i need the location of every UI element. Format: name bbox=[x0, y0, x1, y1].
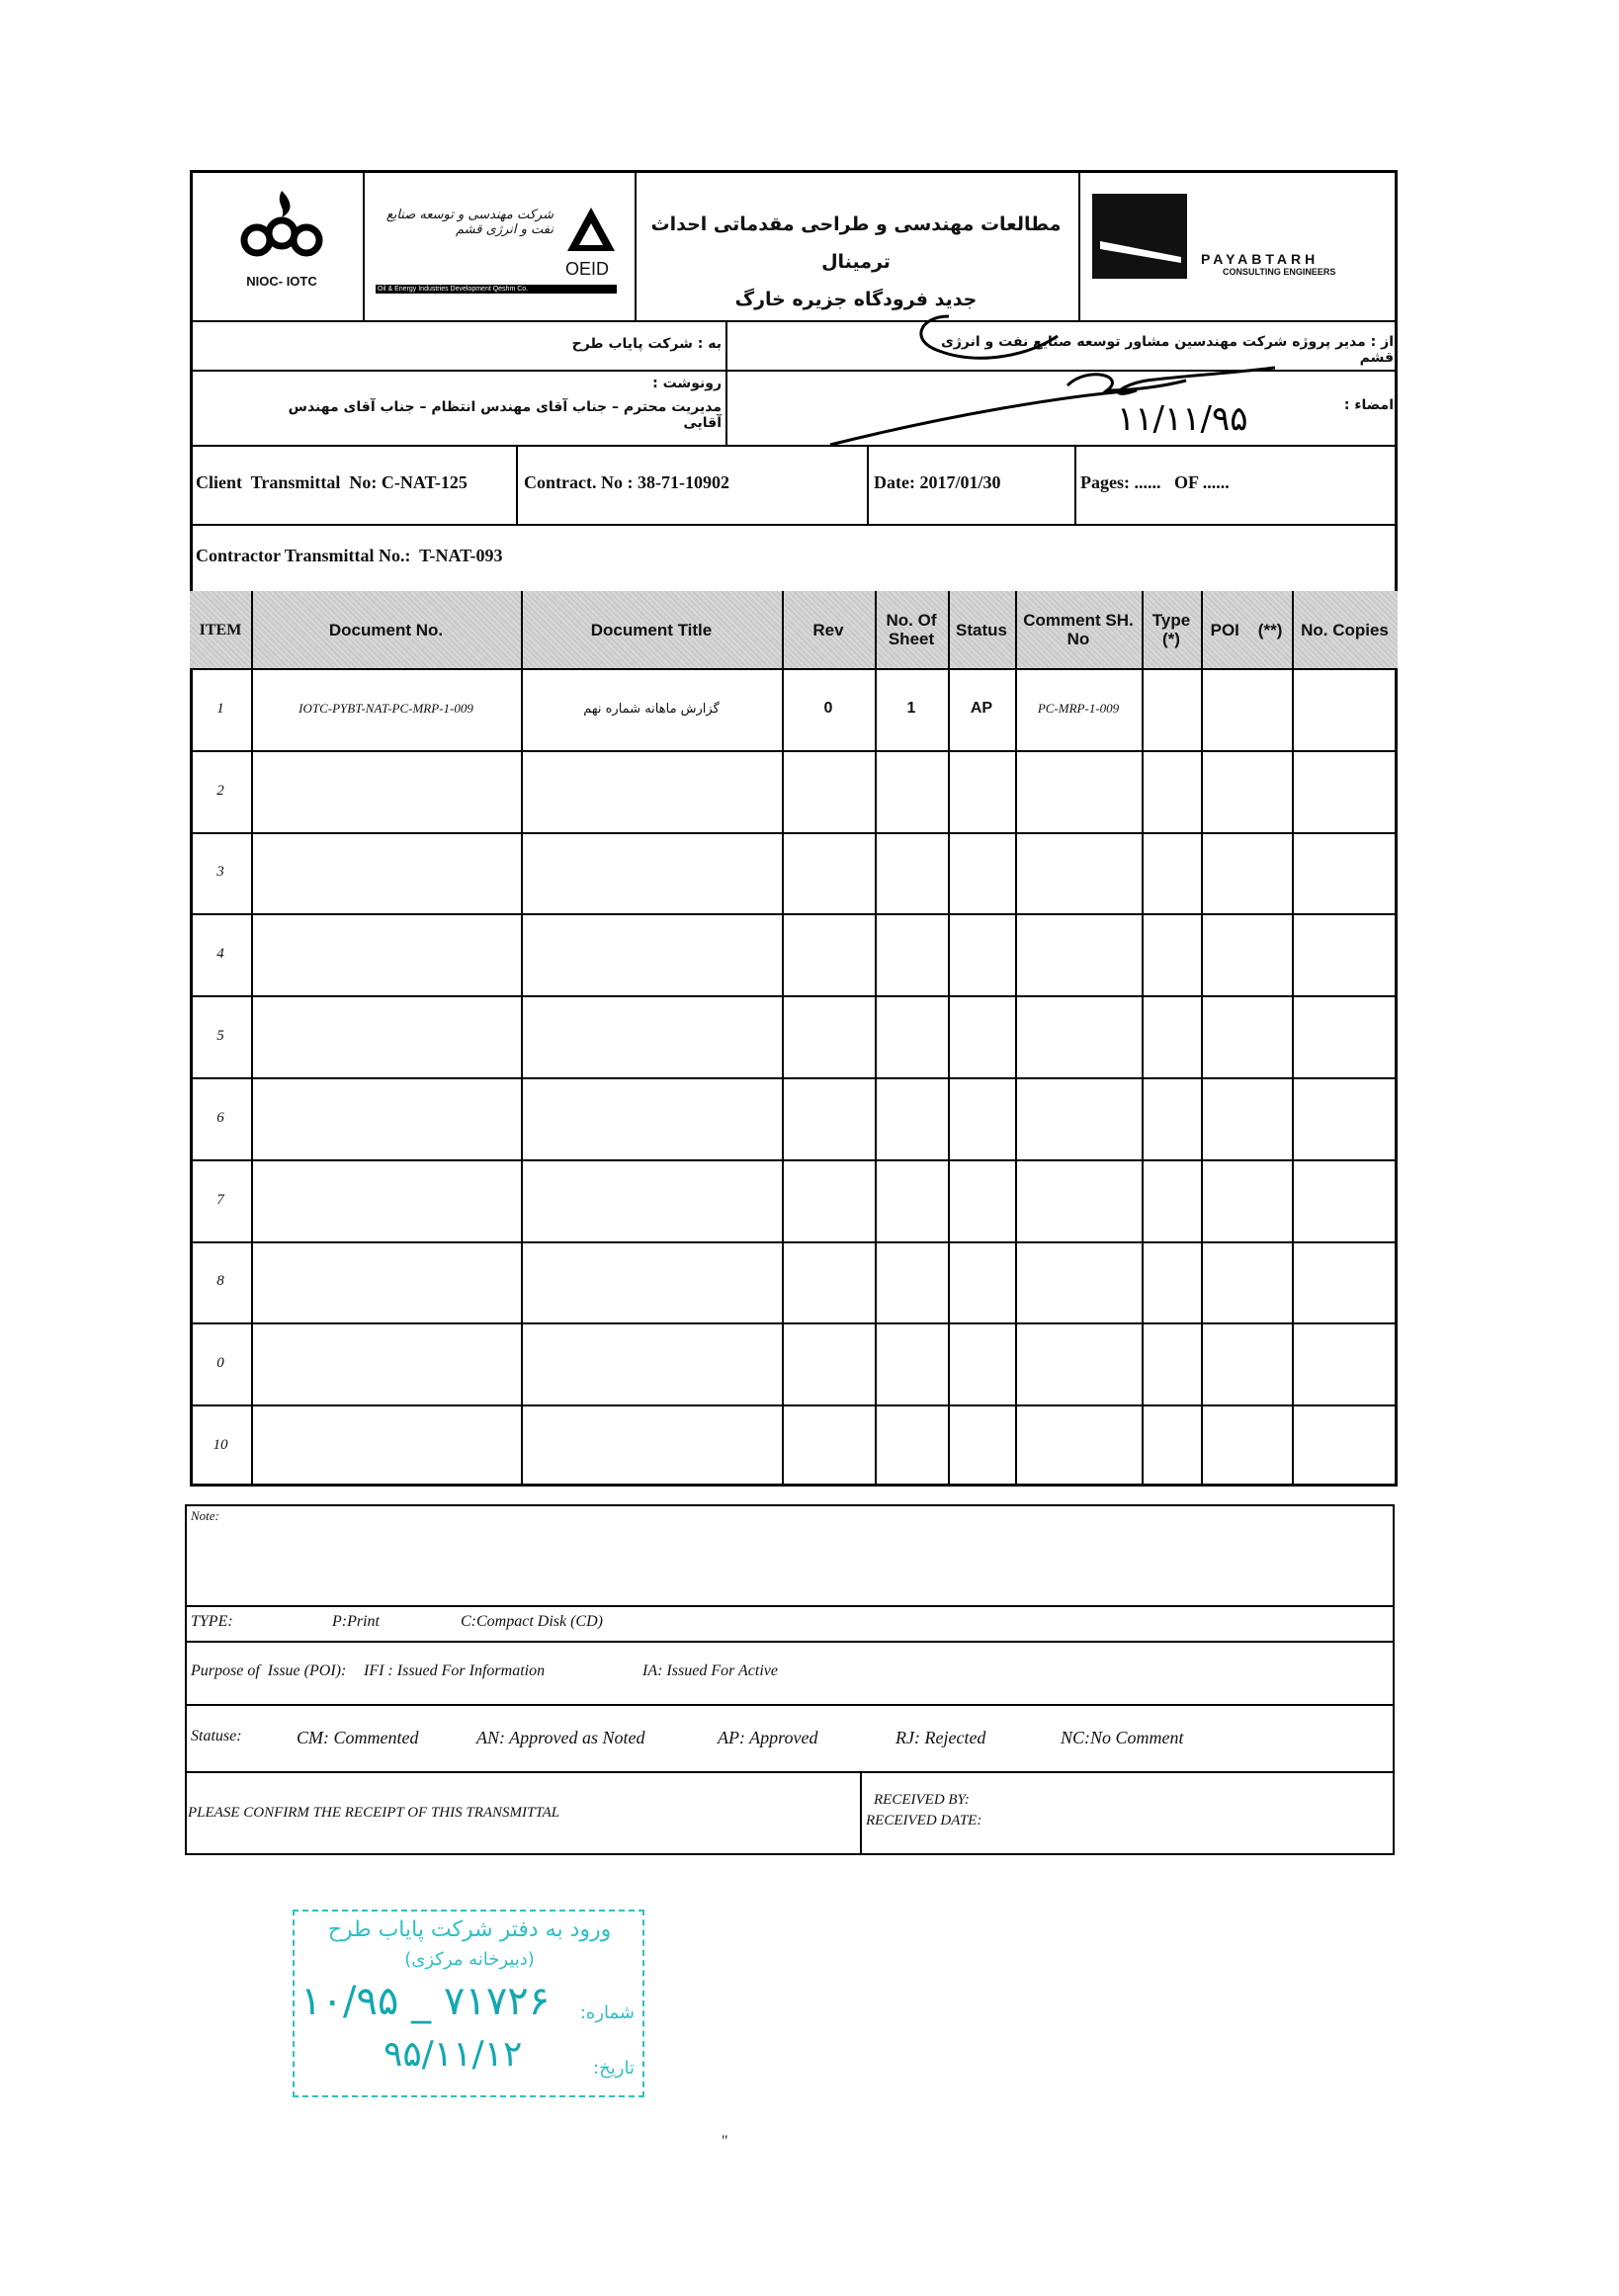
project-title-line1: مطالعات مهندسی و طراحی مقدماتی احداث ترمینال bbox=[650, 213, 1062, 273]
cell-poi bbox=[1201, 1322, 1292, 1404]
cell-rev bbox=[782, 1322, 875, 1404]
nioc-logo bbox=[227, 186, 336, 304]
cell-document-title bbox=[521, 1322, 782, 1404]
nioc-label: NIOC- IOTC bbox=[246, 274, 317, 289]
oeid-tagline: Oil & Energy Industries Development Qeshm Co. bbox=[376, 285, 617, 294]
cell-poi bbox=[1201, 1241, 1292, 1323]
cell-type bbox=[1142, 750, 1201, 832]
table-row bbox=[190, 995, 1398, 1077]
cell-document-title bbox=[521, 1241, 782, 1323]
contractor-transmittal-no: Contractor Transmittal No.: T-NAT-093 bbox=[196, 546, 503, 565]
cell-rev bbox=[782, 750, 875, 832]
poi-label: Purpose of Issue (POI): bbox=[191, 1662, 347, 1679]
received-by: RECEIVED BY: bbox=[874, 1792, 970, 1808]
stamp-number-value: ۱۰/۹۵ _ ۷۱۷۲۶ bbox=[300, 1979, 551, 2024]
cell-status bbox=[948, 913, 1015, 995]
stamp-date-value: ۹۵/۱۱/۱۲ bbox=[383, 2034, 523, 2075]
footer-line bbox=[185, 1605, 1395, 1607]
status-an: AN: Approved as Noted bbox=[476, 1728, 645, 1747]
cell-type bbox=[1142, 1077, 1201, 1159]
type-cd: C:Compact Disk (CD) bbox=[461, 1613, 603, 1630]
col-header-poi: POI (**) bbox=[1210, 620, 1283, 639]
table-row bbox=[190, 913, 1398, 995]
cell-status: AP bbox=[970, 700, 993, 718]
type-label: TYPE: bbox=[191, 1613, 233, 1630]
nioc-emblem-icon bbox=[227, 186, 336, 265]
oeid-persian-name: شرکت مهندسی و توسعه صنایع نفت و انرژی قشم bbox=[385, 208, 554, 237]
status-ap: AP: Approved bbox=[718, 1728, 818, 1747]
cell-rev bbox=[782, 1159, 875, 1241]
footer-line bbox=[185, 1771, 1395, 1773]
cell-document-no: IOTC-PYBT-NAT-PC-MRP-1-009 bbox=[298, 701, 473, 717]
received-date: RECEIVED DATE: bbox=[866, 1813, 982, 1828]
oeid-label: OEID bbox=[565, 259, 610, 279]
header-divider bbox=[363, 170, 365, 320]
client-transmittal-no: Client Transmittal No: C-NAT-125 bbox=[196, 472, 468, 492]
note-label: Note: bbox=[191, 1508, 219, 1523]
stamp-line1: ورود به دفتر شرکت پایاب طرح bbox=[327, 1917, 612, 1942]
cell-status bbox=[948, 1404, 1015, 1487]
status-cm: CM: Commented bbox=[297, 1728, 419, 1747]
page-mark: " bbox=[722, 2133, 728, 2150]
cell-poi bbox=[1201, 1077, 1292, 1159]
cell-comment bbox=[1015, 1159, 1142, 1241]
cell-item: 0 bbox=[216, 1355, 224, 1372]
cell-type bbox=[1142, 913, 1201, 995]
transmittal-date: Date: 2017/01/30 bbox=[874, 472, 1001, 492]
handwritten-signature bbox=[810, 297, 1305, 455]
cell-sheets bbox=[875, 832, 948, 914]
type-print: P:Print bbox=[332, 1613, 380, 1630]
oeid-logo bbox=[376, 194, 628, 302]
cell-status bbox=[948, 750, 1015, 832]
signature-label: امضاء : bbox=[1343, 397, 1394, 413]
stamp-date-label: تاریخ: bbox=[593, 2058, 635, 2079]
col-header-no-of-sheet: No. Of Sheet bbox=[886, 611, 937, 648]
cell-status bbox=[948, 1159, 1015, 1241]
cell-document-no bbox=[251, 995, 521, 1077]
col-header-comment-sh-no: Comment SH. No bbox=[1023, 611, 1134, 648]
footer-line bbox=[185, 1704, 1395, 1706]
info-divider bbox=[1074, 445, 1076, 524]
cell-comment bbox=[1015, 995, 1142, 1077]
cell-sheets bbox=[875, 1159, 948, 1241]
cell-document-no bbox=[251, 832, 521, 914]
table-row bbox=[190, 668, 1398, 750]
table-row bbox=[190, 1159, 1398, 1241]
table-row bbox=[190, 1322, 1398, 1404]
status-rj: RJ: Rejected bbox=[895, 1728, 986, 1747]
cell-poi bbox=[1201, 668, 1292, 750]
table-row bbox=[190, 1404, 1398, 1487]
table-row bbox=[190, 832, 1398, 914]
cell-poi bbox=[1201, 913, 1292, 995]
receipt-stamp bbox=[293, 1910, 644, 2097]
cell-comment bbox=[1015, 1241, 1142, 1323]
cell-item: 10 bbox=[213, 1437, 228, 1454]
col-header-rev: Rev bbox=[812, 620, 844, 639]
cell-item: 7 bbox=[216, 1191, 224, 1208]
info-line bbox=[190, 524, 1398, 526]
poi-ia: IA: Issued For Active bbox=[642, 1662, 778, 1679]
status-label: Statuse: bbox=[191, 1728, 242, 1744]
project-title-line2: جدید فرودگاه جزیره خارگ bbox=[734, 289, 978, 310]
cell-copies bbox=[1292, 1241, 1398, 1323]
cell-document-no bbox=[251, 1159, 521, 1241]
payabtarh-name: PAYABTARH bbox=[1201, 251, 1320, 267]
cell-sheets: 1 bbox=[906, 700, 916, 718]
cell-copies bbox=[1292, 995, 1398, 1077]
header-divider bbox=[635, 170, 637, 320]
cell-sheets bbox=[875, 1077, 948, 1159]
cell-poi bbox=[1201, 750, 1292, 832]
col-header-document-no: Document No. bbox=[328, 620, 444, 639]
cell-document-no bbox=[251, 1077, 521, 1159]
col-header-type: Type (*) bbox=[1151, 611, 1191, 648]
cell-type bbox=[1142, 1404, 1201, 1487]
payabtarh-logo bbox=[1092, 194, 1389, 302]
cc-label: رونوشت : bbox=[652, 376, 722, 391]
cell-document-no bbox=[251, 1241, 521, 1323]
cell-copies bbox=[1292, 1077, 1398, 1159]
cell-rev bbox=[782, 913, 875, 995]
col-header-document-title: Document Title bbox=[590, 620, 713, 639]
cell-document-title: گزارش ماهانه شماره نهم bbox=[583, 701, 720, 717]
cell-type bbox=[1142, 995, 1201, 1077]
cell-comment bbox=[1015, 1077, 1142, 1159]
cell-document-title bbox=[521, 1159, 782, 1241]
cell-rev bbox=[782, 1077, 875, 1159]
cell-rev: 0 bbox=[823, 700, 833, 718]
to-field: به : شرکت پایاب طرح bbox=[571, 336, 722, 352]
cell-status bbox=[948, 1322, 1015, 1404]
poi-ifi: IFI : Issued For Information bbox=[364, 1662, 546, 1679]
col-header-item: ITEM bbox=[199, 621, 242, 638]
cell-document-title bbox=[521, 913, 782, 995]
cell-document-no bbox=[251, 1404, 521, 1487]
cell-rev bbox=[782, 1241, 875, 1323]
cell-document-title bbox=[521, 832, 782, 914]
cell-comment bbox=[1015, 750, 1142, 832]
cell-poi bbox=[1201, 995, 1292, 1077]
cell-copies bbox=[1292, 913, 1398, 995]
col-header-no-copies: No. Copies bbox=[1301, 620, 1389, 639]
cell-status bbox=[948, 1077, 1015, 1159]
info-divider bbox=[867, 445, 869, 524]
cell-comment bbox=[1015, 913, 1142, 995]
cell-copies bbox=[1292, 832, 1398, 914]
cell-copies bbox=[1292, 1322, 1398, 1404]
table-row bbox=[190, 1241, 1398, 1323]
cell-document-title bbox=[521, 1077, 782, 1159]
cell-type bbox=[1142, 1241, 1201, 1323]
cell-copies bbox=[1292, 668, 1398, 750]
cell-type bbox=[1142, 1159, 1201, 1241]
cell-item: 2 bbox=[216, 782, 224, 799]
cell-item: 4 bbox=[216, 946, 224, 963]
cell-document-no bbox=[251, 750, 521, 832]
payabtarh-mark-icon bbox=[1092, 194, 1187, 279]
cell-comment bbox=[1015, 1404, 1142, 1487]
confirm-receipt: PLEASE CONFIRM THE RECEIPT OF THIS TRANSMITTAL bbox=[188, 1805, 560, 1821]
col-header-status: Status bbox=[956, 620, 1007, 639]
stamp-number-label: شماره: bbox=[579, 2002, 635, 2023]
handwritten-date: ۱۱/۱۱/۹۵ bbox=[1117, 399, 1248, 439]
document-table bbox=[190, 591, 1398, 1487]
stamp-line2: (دبیرخانه مرکزی) bbox=[404, 1949, 535, 1970]
cell-copies bbox=[1292, 1404, 1398, 1487]
cc-text: مدیریت محترم – جناب آقای مهندس انتظام – جناب آقای مهندس آقایی bbox=[288, 399, 722, 431]
cell-type bbox=[1142, 668, 1201, 750]
cell-item: 6 bbox=[216, 1109, 224, 1126]
table-row bbox=[190, 750, 1398, 832]
cell-status bbox=[948, 1241, 1015, 1323]
address-divider bbox=[725, 320, 727, 445]
cell-sheets bbox=[875, 1322, 948, 1404]
from-field: از : مدیر پروژه شرکت مهندسین مشاور توسعه صنایع نفت و انرژی قشم bbox=[941, 334, 1394, 366]
cell-rev bbox=[782, 995, 875, 1077]
cell-sheets bbox=[875, 1241, 948, 1323]
cell-type bbox=[1142, 832, 1201, 914]
cell-comment: PC-MRP-1-009 bbox=[1037, 701, 1120, 717]
cell-item: 5 bbox=[216, 1028, 224, 1045]
cell-document-no bbox=[251, 913, 521, 995]
cell-comment bbox=[1015, 832, 1142, 914]
pages-field: Pages: ...... OF ...... bbox=[1080, 472, 1230, 492]
cell-sheets bbox=[875, 913, 948, 995]
cell-poi bbox=[1201, 1159, 1292, 1241]
cell-item: 3 bbox=[216, 864, 224, 881]
cell-sheets bbox=[875, 995, 948, 1077]
cell-poi bbox=[1201, 1404, 1292, 1487]
cell-sheets bbox=[875, 750, 948, 832]
cell-comment bbox=[1015, 1322, 1142, 1404]
cell-copies bbox=[1292, 750, 1398, 832]
cell-copies bbox=[1292, 1159, 1398, 1241]
cell-item: 8 bbox=[216, 1273, 224, 1290]
payabtarh-subtitle: CONSULTING ENGINEERS bbox=[1223, 267, 1336, 277]
cell-type bbox=[1142, 1322, 1201, 1404]
oeid-triangle-icon bbox=[565, 206, 617, 255]
cell-status bbox=[948, 832, 1015, 914]
cell-rev bbox=[782, 832, 875, 914]
cell-poi bbox=[1201, 832, 1292, 914]
cell-document-title bbox=[521, 750, 782, 832]
cell-rev bbox=[782, 1404, 875, 1487]
cell-status bbox=[948, 995, 1015, 1077]
cell-document-title bbox=[521, 995, 782, 1077]
contract-no: Contract. No : 38-71-10902 bbox=[524, 472, 729, 492]
cell-document-title bbox=[521, 1404, 782, 1487]
cell-sheets bbox=[875, 1404, 948, 1487]
footer-line bbox=[185, 1641, 1395, 1643]
footer-divider bbox=[860, 1771, 862, 1855]
info-divider bbox=[516, 445, 518, 524]
cell-item: 1 bbox=[216, 700, 224, 717]
table-row bbox=[190, 1077, 1398, 1159]
status-nc: NC:No Comment bbox=[1061, 1728, 1184, 1747]
cell-document-no bbox=[251, 1322, 521, 1404]
